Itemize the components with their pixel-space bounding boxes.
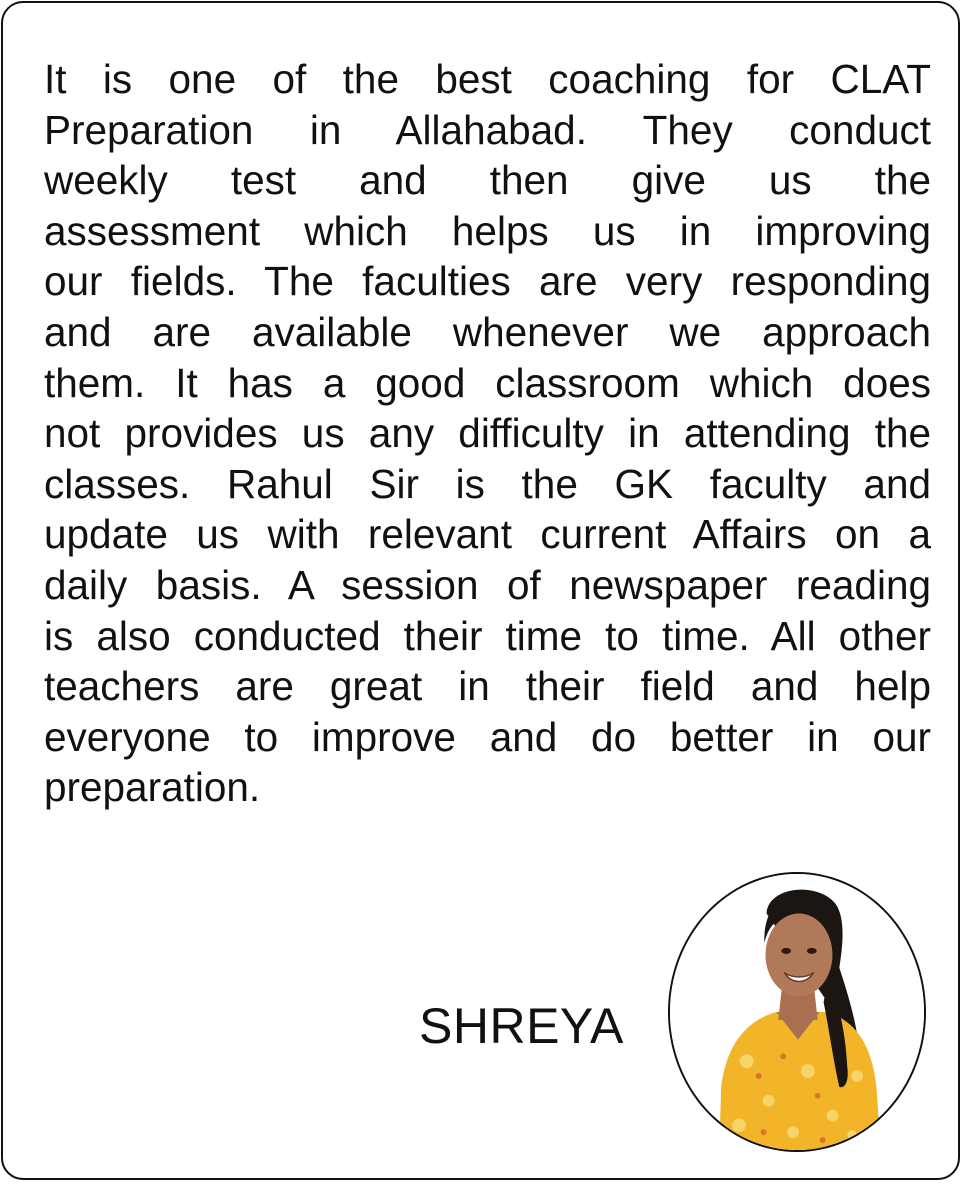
testimonial-line: assessment which helps us in improving <box>44 207 931 254</box>
testimonial-line: and are available whenever we approach <box>44 308 931 355</box>
testimonial-line: teachers are great in their field and help <box>44 663 931 710</box>
testimonial-line: weekly test and then give us the <box>44 157 931 204</box>
testimonial-line: our fields. The faculties are very responding <box>44 258 931 305</box>
testimonial-line: It is one of the best coaching for CLAT <box>44 56 931 102</box>
author-name: SHREYA <box>419 998 624 1054</box>
testimonial-line: them. It has a good classroom which does <box>44 359 931 406</box>
testimonial-line: is also conducted their time to time. All other <box>44 612 931 659</box>
testimonial-text <box>44 54 931 813</box>
testimonial-line: everyone to improve and do better in our <box>44 713 931 760</box>
portrait-illustration <box>670 874 924 1150</box>
testimonial-line: update us with relevant current Affairs on a <box>44 511 931 558</box>
testimonial-line: daily basis. A session of newspaper reading <box>44 561 931 608</box>
author-photo <box>668 872 926 1152</box>
testimonial-line: Preparation in Allahabad. They conduct <box>44 106 931 153</box>
testimonial-line: classes. Rahul Sir is the GK faculty and <box>44 460 931 507</box>
testimonial-line: not provides us any difficulty in attending the <box>44 410 931 457</box>
testimonial-line: preparation. <box>44 764 261 811</box>
